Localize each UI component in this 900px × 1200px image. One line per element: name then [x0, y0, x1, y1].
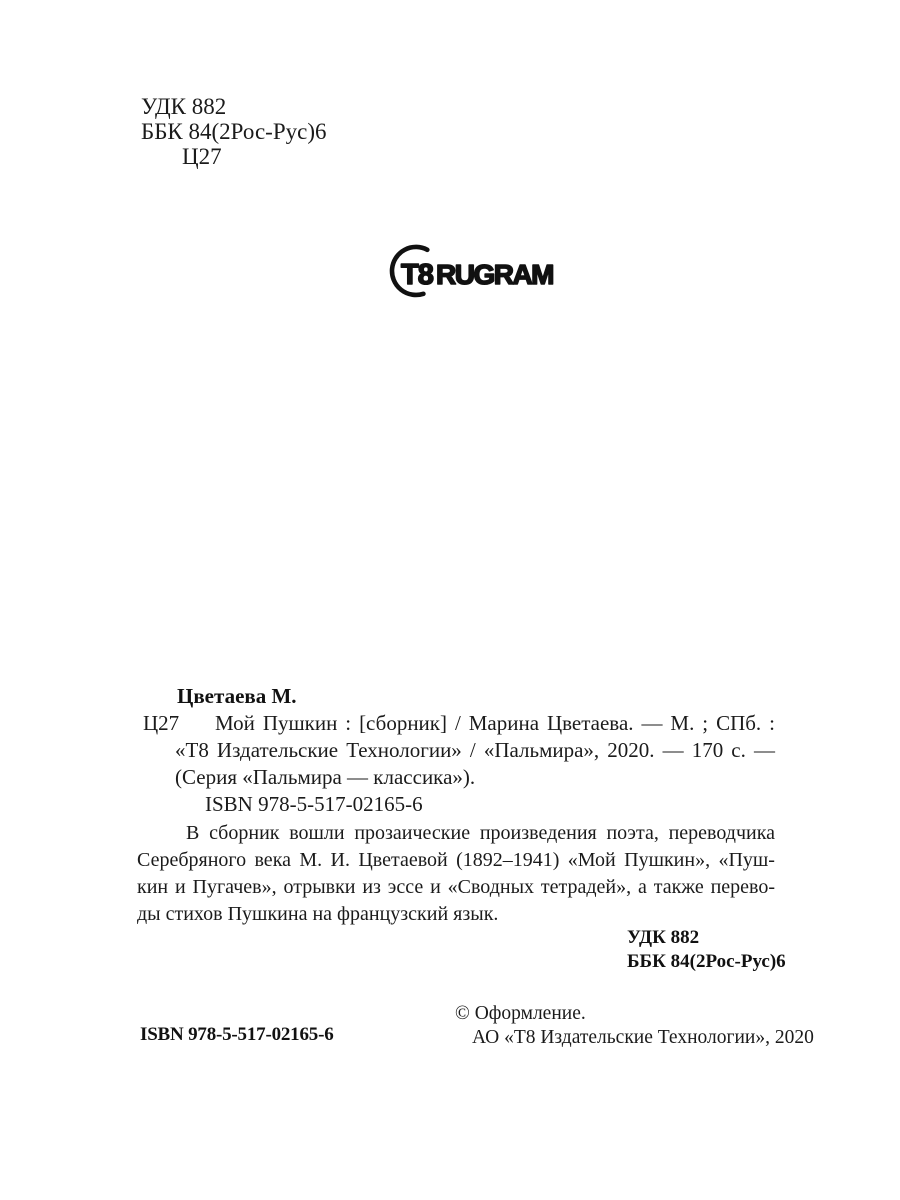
- bib-line-3: (Серия «Пальмира — классика»).: [175, 765, 476, 789]
- footer-classification-block: [627, 926, 786, 974]
- author-sign-top: Ц27: [182, 144, 222, 169]
- annotation-paragraph: [137, 820, 775, 928]
- annotation-line: ды стихов Пушкина на французский язык.: [137, 903, 499, 925]
- author-sign: Ц27: [143, 711, 180, 735]
- top-classification-block: [141, 94, 326, 169]
- bib-line-2: «Т8 Издательские Технологии» / «Пальмира», 2020. — 170 с. —: [175, 738, 775, 762]
- bibliographic-record: [141, 683, 775, 818]
- copyright-line-1: © Оформление.: [455, 1003, 586, 1024]
- catalog-entry-row: [141, 710, 775, 737]
- bib-line-1: Мой Пушкин : [сборник] / Марина Цветаева. — М. ; СПб. :: [215, 711, 775, 735]
- t8-rugram-logo-icon: [388, 244, 553, 300]
- logo-rugram-text: RUGRAM: [436, 259, 553, 290]
- isbn-footer: ISBN 978-5-517-02165-6: [140, 1024, 334, 1045]
- annotation-line: В сборник вошли прозаические произведения поэта, переводчика: [186, 822, 775, 844]
- udk-code-top: УДК 882: [141, 94, 227, 119]
- isbn-record: ISBN 978-5-517-02165-6: [205, 792, 423, 816]
- bbk-code-bottom: ББК 84(2Рос-Рус)6: [627, 951, 786, 972]
- annotation-line: кин и Пугачев», отрывки из эссе и «Сводных тетрадей», а также перево-: [137, 876, 775, 898]
- publisher-logo: [388, 244, 553, 300]
- logo-t8-text: T8: [401, 259, 433, 291]
- bbk-code-top: ББК 84(2Рос-Рус)6: [141, 119, 327, 144]
- annotation-line: Серебряного века М. И. Цветаевой (1892–1941) «Мой Пушкин», «Пуш-: [137, 849, 775, 871]
- copyright-line-2: АО «Т8 Издательские Технологии», 2020: [472, 1027, 814, 1048]
- udk-code-bottom: УДК 882: [627, 927, 700, 948]
- copyright-block: [455, 1002, 814, 1050]
- author-heading: Цветаева М.: [177, 684, 297, 708]
